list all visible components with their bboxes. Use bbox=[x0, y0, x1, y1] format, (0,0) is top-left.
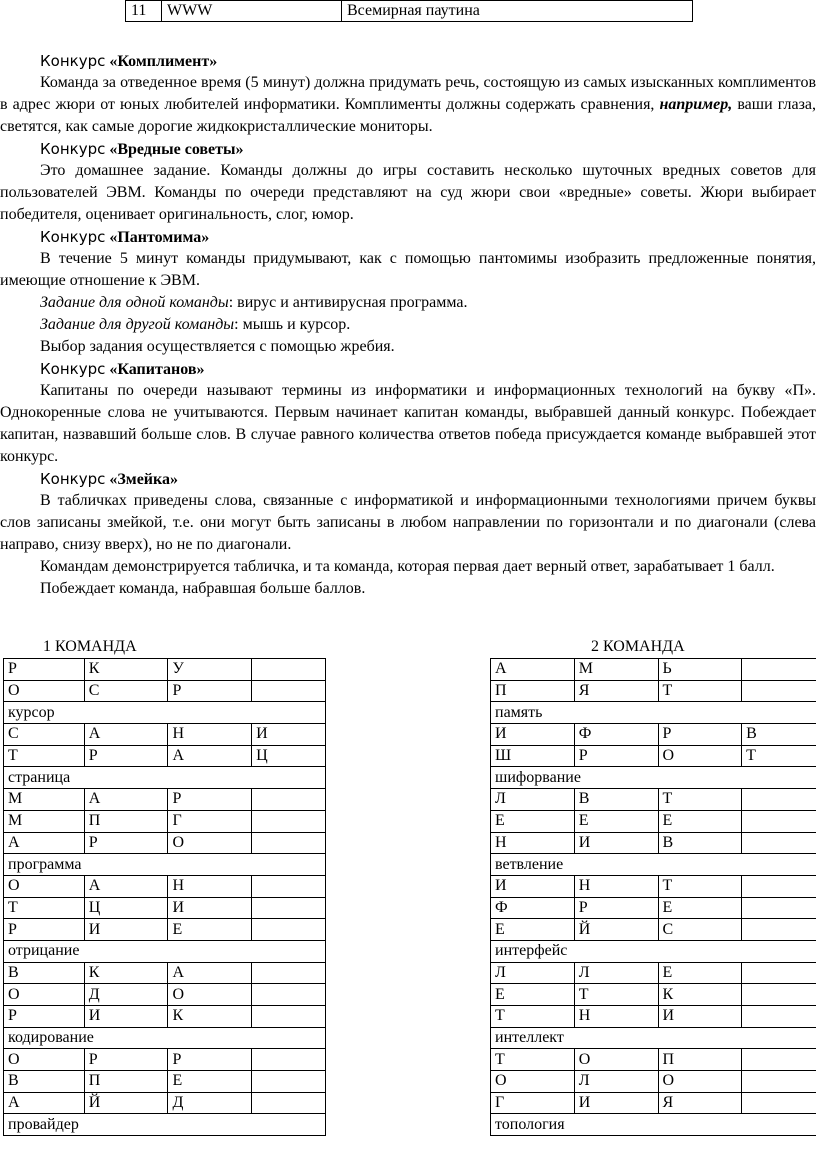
letter-row bbox=[491, 1049, 816, 1071]
letter-cell: Е bbox=[168, 1071, 252, 1093]
answer-row bbox=[491, 767, 816, 789]
task-note: Выбор задания осуществляется с помощью жребия. bbox=[40, 338, 395, 355]
letter-cell: Р bbox=[574, 897, 658, 919]
letter-cell: Д bbox=[84, 984, 168, 1006]
letter-cell: Л bbox=[574, 962, 658, 984]
letter-cell: О bbox=[4, 680, 85, 702]
letter-cell: Л bbox=[574, 1071, 658, 1093]
letter-cell: О bbox=[658, 745, 742, 767]
letter-cell: Р bbox=[4, 919, 85, 941]
letter-cell bbox=[252, 832, 326, 854]
letter-row bbox=[491, 810, 816, 832]
letter-cell: Ф bbox=[574, 724, 658, 746]
letter-cell: Л bbox=[491, 789, 575, 811]
letter-cell bbox=[252, 1092, 326, 1114]
letter-cell: И bbox=[658, 1006, 742, 1028]
letter-cell: А bbox=[491, 659, 575, 681]
letter-cell: И bbox=[84, 919, 168, 941]
letter-cell bbox=[742, 810, 816, 832]
letter-cell: Т bbox=[491, 1006, 575, 1028]
letter-cell: С bbox=[84, 680, 168, 702]
letter-cell bbox=[742, 897, 816, 919]
letter-cell bbox=[742, 919, 816, 941]
letter-cell: Р bbox=[658, 724, 742, 746]
letter-cell bbox=[252, 1071, 326, 1093]
letter-cell bbox=[252, 984, 326, 1006]
team-one-snake-table bbox=[3, 658, 326, 1136]
letter-cell: Е bbox=[658, 897, 742, 919]
section-paragraph: Побеждает команда, набравшая больше баллов. bbox=[40, 580, 366, 597]
section-captains bbox=[0, 358, 816, 468]
letter-cell bbox=[252, 680, 326, 702]
answer-row bbox=[491, 940, 816, 962]
letter-row bbox=[491, 875, 816, 897]
letter-cell: Я bbox=[658, 1092, 742, 1114]
letter-cell: Р bbox=[84, 832, 168, 854]
answer-word: отрицание bbox=[4, 940, 326, 962]
letter-cell: А bbox=[84, 789, 168, 811]
letter-row bbox=[4, 1071, 326, 1093]
answer-word: провайдер bbox=[4, 1114, 326, 1136]
letter-cell: Р bbox=[84, 1049, 168, 1071]
task-two: Задание для другой команды: мышь и курсор. bbox=[40, 316, 351, 333]
letter-cell: Г bbox=[168, 810, 252, 832]
letter-cell: М bbox=[4, 789, 85, 811]
letter-cell bbox=[252, 875, 326, 897]
answer-word: интеллект bbox=[491, 1027, 816, 1049]
answer-row bbox=[4, 854, 326, 876]
letter-cell: Т bbox=[658, 789, 742, 811]
answer-row bbox=[491, 854, 816, 876]
letter-cell bbox=[252, 659, 326, 681]
letter-cell bbox=[252, 897, 326, 919]
letter-row bbox=[491, 789, 816, 811]
letter-cell: Д bbox=[168, 1092, 252, 1114]
letter-cell: В bbox=[574, 789, 658, 811]
letter-cell: О bbox=[491, 1071, 575, 1093]
letter-cell: А bbox=[84, 875, 168, 897]
letter-cell: Ф bbox=[491, 897, 575, 919]
letter-cell: К bbox=[84, 962, 168, 984]
letter-cell bbox=[252, 1049, 326, 1071]
answer-row bbox=[4, 940, 326, 962]
letter-cell: Н bbox=[168, 724, 252, 746]
letter-cell: Р bbox=[4, 1006, 85, 1028]
letter-cell: Й bbox=[84, 1092, 168, 1114]
letter-cell bbox=[252, 919, 326, 941]
team-labels bbox=[0, 636, 816, 658]
letter-cell: Е bbox=[574, 810, 658, 832]
letter-row bbox=[4, 919, 326, 941]
letter-row bbox=[4, 1006, 326, 1028]
letter-cell: В bbox=[4, 962, 85, 984]
letter-cell: О bbox=[4, 984, 85, 1006]
letter-cell: О bbox=[658, 1071, 742, 1093]
answer-word: кодирование bbox=[4, 1027, 326, 1049]
letter-cell: П bbox=[658, 1049, 742, 1071]
letter-cell: К bbox=[84, 659, 168, 681]
letter-cell: Л bbox=[491, 962, 575, 984]
letter-cell: О bbox=[168, 832, 252, 854]
letter-cell: Н bbox=[574, 875, 658, 897]
letter-cell bbox=[742, 1092, 816, 1114]
answer-word: память bbox=[491, 702, 816, 724]
letter-row bbox=[491, 680, 816, 702]
section-heading: Конкурс «Пантомима» bbox=[40, 228, 210, 246]
letter-row bbox=[4, 1049, 326, 1071]
task-one: Задание для одной команды: вирус и антивирусная программа. bbox=[40, 294, 468, 311]
letter-cell: К bbox=[168, 1006, 252, 1028]
letter-cell bbox=[742, 832, 816, 854]
letter-cell: П bbox=[84, 810, 168, 832]
answer-word: курсор bbox=[4, 702, 326, 724]
letter-row bbox=[491, 724, 816, 746]
letter-row bbox=[4, 680, 326, 702]
letter-cell: Т bbox=[742, 745, 816, 767]
letter-cell bbox=[742, 680, 816, 702]
section-compliment bbox=[0, 50, 816, 138]
letter-cell bbox=[742, 1006, 816, 1028]
letter-cell: Т bbox=[491, 1049, 575, 1071]
letter-cell: Н bbox=[574, 1006, 658, 1028]
letter-row bbox=[4, 745, 326, 767]
letter-cell: Е bbox=[168, 919, 252, 941]
letter-cell: Я bbox=[574, 680, 658, 702]
letter-row bbox=[491, 962, 816, 984]
letter-cell: Ь bbox=[658, 659, 742, 681]
letter-cell: И bbox=[574, 832, 658, 854]
team-one-label: 1 КОМАНДА bbox=[43, 638, 137, 655]
letter-cell: Е bbox=[491, 984, 575, 1006]
letter-row bbox=[491, 1071, 816, 1093]
section-paragraph: Командам демонстрируется табличка, и та команда, которая первая дает верный ответ, зарабатывает 1 балл. bbox=[40, 558, 775, 575]
term-abbreviation: WWW bbox=[162, 1, 342, 22]
letter-cell bbox=[742, 962, 816, 984]
letter-row bbox=[4, 810, 326, 832]
letter-row bbox=[4, 875, 326, 897]
letter-cell bbox=[252, 1006, 326, 1028]
letter-row bbox=[4, 659, 326, 681]
section-heading: Конкурс «Змейка» bbox=[40, 470, 178, 488]
letter-cell: А bbox=[84, 724, 168, 746]
section-paragraph: Капитаны по очереди называют термины из информатики и информационных технологий на букву «П». Однокоренные слова не учитываются. Первым начинает капитан команды, выбравшей данный конкурс. Побеждает капитан, назвавший больше слов. В случае равного количества ответов победа присуждается команде выбравшей этот конкурс. bbox=[0, 382, 816, 465]
section-snake bbox=[0, 468, 816, 600]
answer-word: страница bbox=[4, 767, 326, 789]
letter-row bbox=[491, 745, 816, 767]
answer-row bbox=[491, 1114, 816, 1136]
letter-cell: В bbox=[4, 1071, 85, 1093]
letter-cell: И bbox=[491, 875, 575, 897]
letter-cell bbox=[742, 1071, 816, 1093]
letter-cell: Т bbox=[658, 680, 742, 702]
letter-cell: В bbox=[658, 832, 742, 854]
letter-cell: И bbox=[491, 724, 575, 746]
letter-row bbox=[4, 789, 326, 811]
letter-cell: Т bbox=[574, 984, 658, 1006]
letter-cell bbox=[742, 984, 816, 1006]
section-paragraph: В течение 5 минут команды придумывают, как с помощью пантомимы изобразить предложенные понятия, имеющие отношение к ЭВМ. bbox=[0, 250, 816, 289]
section-paragraph: Команда за отведенное время (5 минут) должна придумать речь, состоящую из самых изысканных комплиментов в адрес жюри от юных любителей информатики. Комплименты должны содержать сравнения, например, ваши глаза, светятся, как самые дорогие жидкокристаллические мониторы. bbox=[0, 74, 816, 135]
answer-row bbox=[4, 1114, 326, 1136]
letter-cell: Р bbox=[168, 789, 252, 811]
section-heading: Конкурс «Вредные советы» bbox=[40, 140, 244, 158]
letter-cell: С bbox=[4, 724, 85, 746]
letter-cell: Е bbox=[491, 919, 575, 941]
letter-row bbox=[491, 1092, 816, 1114]
section-heading: Конкурс «Капитанов» bbox=[40, 360, 205, 378]
letter-cell: О bbox=[4, 1049, 85, 1071]
letter-row bbox=[491, 1006, 816, 1028]
letter-cell: Е bbox=[658, 962, 742, 984]
letter-row bbox=[4, 984, 326, 1006]
letter-cell: Г bbox=[491, 1092, 575, 1114]
letter-cell bbox=[742, 875, 816, 897]
letter-cell: Т bbox=[4, 897, 85, 919]
letter-cell: А bbox=[168, 745, 252, 767]
letter-row bbox=[4, 832, 326, 854]
letter-cell: О bbox=[574, 1049, 658, 1071]
letter-cell: Н bbox=[168, 875, 252, 897]
letter-row bbox=[491, 897, 816, 919]
letter-row bbox=[491, 832, 816, 854]
letter-row bbox=[4, 1092, 326, 1114]
letter-row bbox=[4, 724, 326, 746]
letter-cell bbox=[252, 962, 326, 984]
letter-cell: И bbox=[84, 1006, 168, 1028]
letter-cell: В bbox=[742, 724, 816, 746]
letter-cell: М bbox=[574, 659, 658, 681]
section-harmful-advice bbox=[0, 138, 816, 226]
letter-row bbox=[491, 919, 816, 941]
answer-word: ветвление bbox=[491, 854, 816, 876]
letter-cell: О bbox=[168, 984, 252, 1006]
letter-cell bbox=[742, 1049, 816, 1071]
letter-row bbox=[4, 897, 326, 919]
answer-row bbox=[4, 702, 326, 724]
answer-row bbox=[4, 767, 326, 789]
section-heading: Конкурс «Комплимент» bbox=[40, 52, 218, 70]
letter-cell: И bbox=[252, 724, 326, 746]
letter-cell: Р bbox=[84, 745, 168, 767]
answer-row bbox=[491, 702, 816, 724]
team-two-label: 2 КОМАНДА bbox=[591, 638, 685, 655]
letter-cell: Р bbox=[4, 659, 85, 681]
section-paragraph: Это домашнее задание. Команды должны до игры составить несколько шуточных вредных советов для пользователей ЭВМ. Команды по очереди представляют на суд жюри свои «вредные» советы. Жюри выбирает победителя, оценивает оригинальность, слог, юмор. bbox=[0, 162, 816, 223]
term-number: 11 bbox=[126, 1, 162, 22]
answer-row bbox=[491, 1027, 816, 1049]
letter-cell: Е bbox=[491, 810, 575, 832]
letter-cell: Ц bbox=[84, 897, 168, 919]
answer-word: топология bbox=[491, 1114, 816, 1136]
letter-cell: Ш bbox=[491, 745, 575, 767]
letter-cell: Р bbox=[574, 745, 658, 767]
term-table-row bbox=[125, 0, 693, 22]
answer-word: интерфейс bbox=[491, 940, 816, 962]
letter-cell: Й bbox=[574, 919, 658, 941]
letter-cell bbox=[252, 789, 326, 811]
term-meaning: Всемирная паутина bbox=[342, 1, 693, 22]
contests-text bbox=[0, 50, 816, 600]
letter-row bbox=[491, 984, 816, 1006]
letter-cell: И bbox=[574, 1092, 658, 1114]
letter-cell bbox=[252, 810, 326, 832]
letter-cell: Т bbox=[4, 745, 85, 767]
answer-word: программа bbox=[4, 854, 326, 876]
section-pantomime bbox=[0, 226, 816, 358]
letter-cell: У bbox=[168, 659, 252, 681]
letter-row bbox=[491, 659, 816, 681]
letter-cell: Е bbox=[658, 810, 742, 832]
letter-cell: Р bbox=[168, 1049, 252, 1071]
letter-cell bbox=[742, 659, 816, 681]
letter-cell: А bbox=[168, 962, 252, 984]
letter-cell: А bbox=[4, 832, 85, 854]
letter-cell: П bbox=[84, 1071, 168, 1093]
letter-cell: О bbox=[4, 875, 85, 897]
letter-cell: И bbox=[168, 897, 252, 919]
letter-cell: К bbox=[658, 984, 742, 1006]
letter-cell: А bbox=[4, 1092, 85, 1114]
section-paragraph: В табличках приведены слова, связанные с информатикой и информационными технологиями причем буквы слов записаны змейкой, т.е. они могут быть записаны в любом направлении по горизонтали и по диагонали (слева направо, снизу вверх), но не по диагонали. bbox=[0, 492, 816, 553]
answer-row bbox=[4, 1027, 326, 1049]
letter-cell: С bbox=[658, 919, 742, 941]
letter-cell bbox=[742, 789, 816, 811]
letter-cell: Т bbox=[658, 875, 742, 897]
letter-cell: Р bbox=[168, 680, 252, 702]
letter-cell: Н bbox=[491, 832, 575, 854]
answer-word: шифорвание bbox=[491, 767, 816, 789]
letter-cell: П bbox=[491, 680, 575, 702]
team-two-snake-table bbox=[490, 658, 816, 1136]
letter-row bbox=[4, 962, 326, 984]
letter-cell: Ц bbox=[252, 745, 326, 767]
letter-cell: М bbox=[4, 810, 85, 832]
